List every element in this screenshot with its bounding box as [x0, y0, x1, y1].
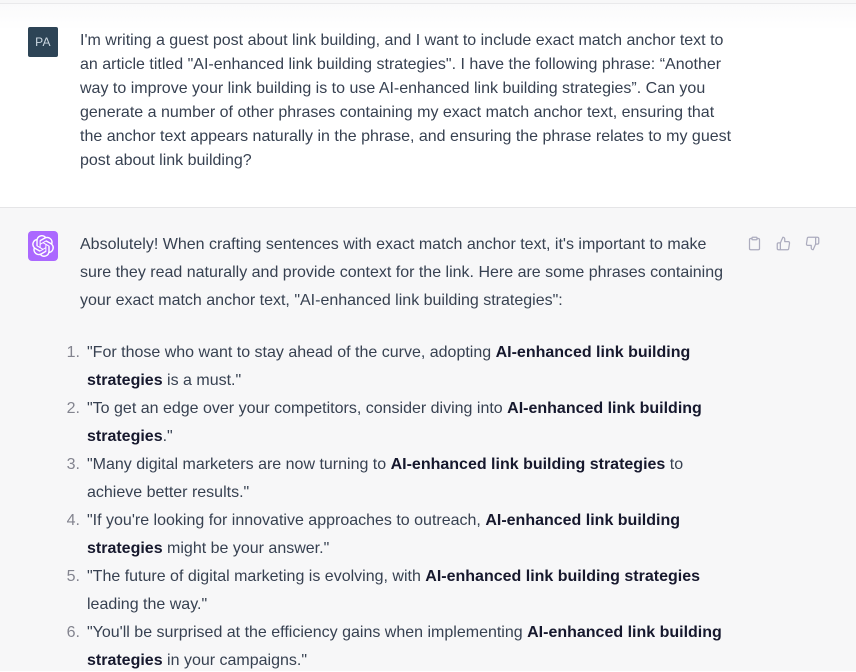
list-item [59, 451, 740, 507]
phrase-text: might be your answer." [162, 540, 330, 557]
thumbs-up-button[interactable] [776, 236, 791, 251]
phrase-text: "You'll be surprised at the efficiency gains when implementing [87, 624, 528, 641]
list-item [59, 395, 740, 451]
thumbs-up-icon [776, 239, 791, 254]
chatgpt-avatar [28, 231, 58, 261]
list-item [59, 339, 740, 395]
user-message-row [0, 4, 856, 208]
phrase-text: "Many digital marketers are now turning to [87, 456, 391, 473]
anchor-text-bold: AI-enhanced link building strategies [87, 344, 691, 389]
phrase-text: leading the way." [87, 596, 208, 613]
assistant-message-body [80, 231, 740, 672]
phrase-list [80, 339, 740, 672]
phrase-text: in your campaigns." [162, 652, 308, 669]
phrase-text: "If you're looking for innovative approaches to outreach, [87, 512, 486, 529]
phrase-text: "For those who want to stay ahead of the curve, adopting [87, 344, 496, 361]
user-message-text: I'm writing a guest post about link building, and I want to include exact match anchor text to an article titled "AI-enhanced link building strategies". I have the following phrase: “Another way to improve your link building is to use AI-enhanced link building strategies”. Can you generate a number of other phrases containing my exact match anchor text, ensuring that the anchor text appears naturally in the phrase, and ensuring the phrase relates to my guest post about link building? [80, 32, 732, 169]
assistant-intro-paragraph: Absolutely! When crafting sentences with exact match anchor text, it's important to make sure they read naturally and provide context for the link. Here are some phrases containing your exact match anchor text, "AI-enhanced link building strategies": [80, 236, 724, 309]
phrase-text: ." [162, 428, 173, 445]
anchor-text-bold: AI-enhanced link building strategies [390, 456, 666, 473]
assistant-message-row [0, 208, 856, 671]
thumbs-down-icon [805, 239, 820, 254]
list-item [59, 619, 740, 672]
phrase-text: to achieve better results." [87, 456, 684, 501]
anchor-text-bold: AI-enhanced link building strategies [87, 400, 702, 445]
phrase-text: "The future of digital marketing is evolving, with [87, 568, 426, 585]
copy-button[interactable] [747, 236, 762, 251]
clipboard-icon [747, 239, 762, 254]
anchor-text-bold: AI-enhanced link building strategies [87, 512, 680, 557]
openai-logo-icon [32, 235, 54, 257]
thumbs-down-button[interactable] [805, 236, 820, 251]
anchor-text-bold: AI-enhanced link building strategies [425, 568, 700, 585]
list-item [59, 507, 740, 563]
user-avatar: PA [28, 27, 58, 57]
message-actions [747, 231, 820, 251]
list-item [59, 563, 740, 619]
phrase-text: is a must." [162, 372, 242, 389]
phrase-text: "To get an edge over your competitors, consider diving into [87, 400, 508, 417]
anchor-text-bold: AI-enhanced link building strategies [87, 624, 722, 669]
